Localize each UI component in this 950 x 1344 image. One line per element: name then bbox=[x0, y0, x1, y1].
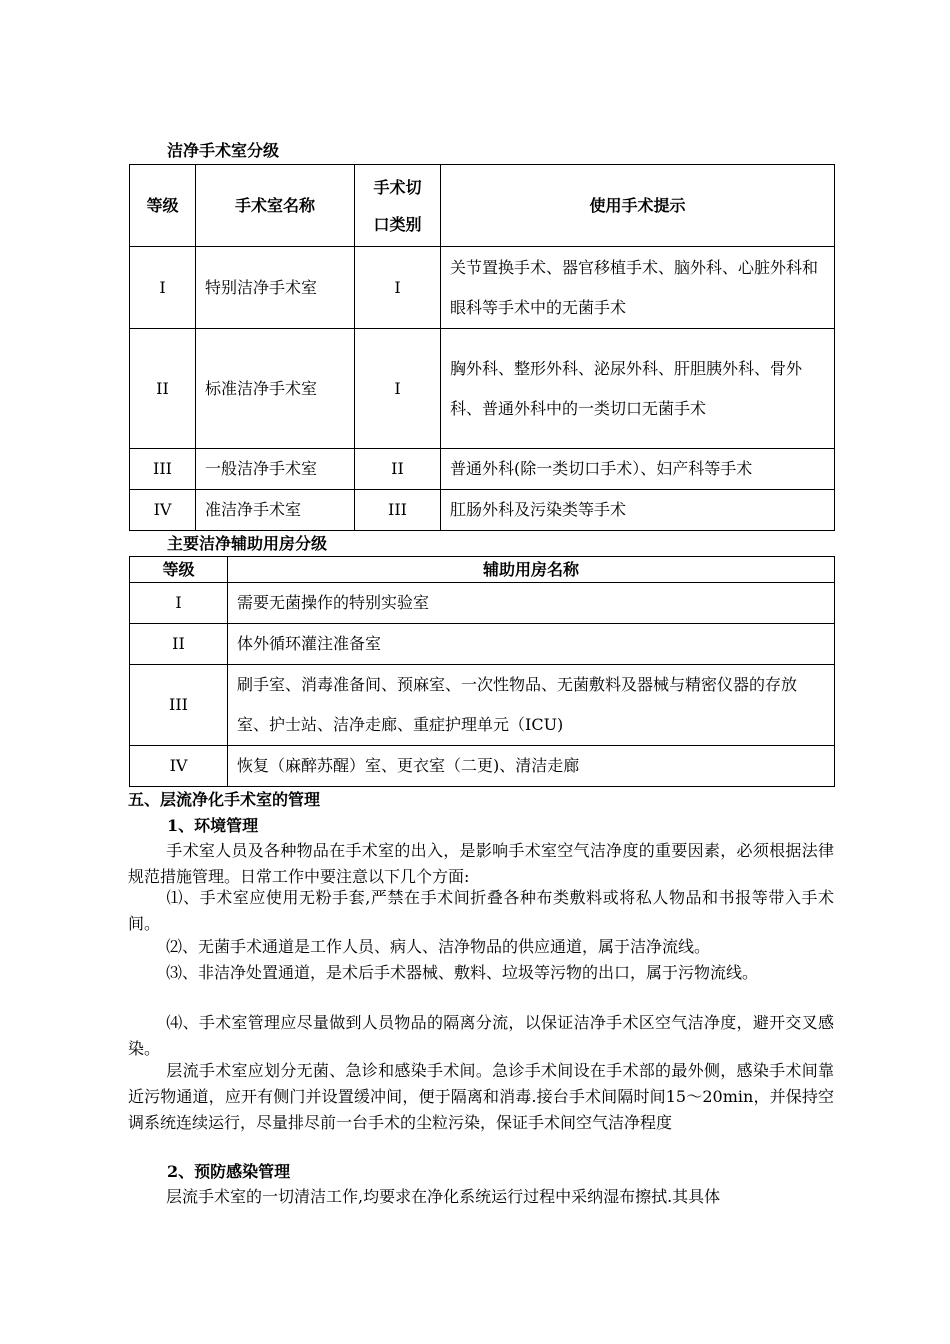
operating-room-grade-table bbox=[129, 164, 835, 531]
paragraph: 层流手术室的一切清洁工作,均要求在净化系统运行过程中采纳湿布擦拭.其具体 bbox=[166, 1187, 721, 1206]
table-row bbox=[130, 247, 835, 329]
cell-level: I bbox=[130, 583, 228, 624]
table-row bbox=[130, 624, 835, 665]
table-row bbox=[130, 583, 835, 624]
header-incision: 手术切口类别 bbox=[355, 165, 441, 247]
table-row bbox=[130, 746, 835, 787]
cell-level: I bbox=[130, 247, 196, 329]
cell-level: IV bbox=[130, 746, 228, 787]
cell-level: II bbox=[130, 624, 228, 665]
table-row bbox=[130, 490, 835, 531]
paragraph: ⑵、无菌手术通道是工作人员、病人、洁净物品的供应通道，属于洁净流线。 bbox=[166, 937, 711, 956]
paragraph: ⑷、手术室管理应尽量做到人员物品的隔离分流，以保证洁净手术区空气洁净度，避开交叉感染。 bbox=[128, 1013, 834, 1058]
paragraph: ⑴、手术室应使用无粉手套,严禁在手术间折叠各种布类敷料或将私人物品和书报等带入手术间。 bbox=[128, 888, 834, 933]
header-aux-room-name: 辅助用房名称 bbox=[228, 557, 835, 583]
paragraph: 手术室人员及各种物品在手术室的出入，是影响手术室空气洁净度的重要因素，必须根据法律规范措施管理。日常工作中要注意以下几个方面: bbox=[128, 841, 834, 886]
table-row bbox=[130, 449, 835, 490]
header-level: 等级 bbox=[130, 165, 196, 247]
header-level: 等级 bbox=[130, 557, 228, 583]
section-title: 五、层流净化手术室的管理 bbox=[128, 790, 321, 809]
cell-name: 标准洁净手术室 bbox=[196, 329, 355, 449]
cell-name: 需要无菌操作的特别实验室 bbox=[228, 583, 835, 624]
cell-hint: 普通外科(除一类切口手术）、妇产科等手术 bbox=[441, 449, 835, 490]
header-hint: 使用手术提示 bbox=[441, 165, 835, 247]
cell-name: 刷手室、消毒准备间、预麻室、一次性物品、无菌敷料及器械与精密仪器的存放室、护士站、洁净走廊、重症护理单元（ICU) bbox=[228, 665, 835, 746]
cell-hint: 胸外科、整形外科、泌尿外科、肝胆胰外科、骨外科、普通外科中的一类切口无菌手术 bbox=[441, 329, 835, 449]
cell-name: 恢复（麻醉苏醒）室、更衣室（二更)、清洁走廊 bbox=[228, 746, 835, 787]
table-header-row bbox=[130, 557, 835, 583]
cell-incision: I bbox=[355, 247, 441, 329]
cell-incision: I bbox=[355, 329, 441, 449]
cell-name: 准洁净手术室 bbox=[196, 490, 355, 531]
cell-level: III bbox=[130, 665, 228, 746]
cell-incision: II bbox=[355, 449, 441, 490]
cell-hint: 关节置换手术、器官移植手术、脑外科、心脏外科和眼科等手术中的无菌手术 bbox=[441, 247, 835, 329]
cell-level: III bbox=[130, 449, 196, 490]
table1-caption: 洁净手术室分级 bbox=[167, 141, 280, 160]
cell-level: IV bbox=[130, 490, 196, 531]
table-row bbox=[130, 665, 835, 746]
auxiliary-room-grade-table bbox=[129, 556, 835, 787]
table-row bbox=[130, 329, 835, 449]
paragraph: 层流手术室应划分无菌、急诊和感染手术间。急诊手术间设在手术部的最外侧，感染手术间靠近污物通道，应开有侧门并设置缓冲间，便于隔离和消毒.接台手术间隔时间15～20min，并保持空调系统连续运行，尽量排尽前一台手术的尘粒污染，保证手术间空气洁净程度 bbox=[128, 1061, 834, 1132]
table-header-row bbox=[130, 165, 835, 247]
header-room-name: 手术室名称 bbox=[196, 165, 355, 247]
cell-level: II bbox=[130, 329, 196, 449]
paragraph: ⑶、非洁净处置通道，是术后手术器械、敷料、垃圾等污物的出口，属于污物流线。 bbox=[166, 963, 759, 982]
cell-name: 体外循环灌注准备室 bbox=[228, 624, 835, 665]
cell-name: 一般洁净手术室 bbox=[196, 449, 355, 490]
cell-name: 特别洁净手术室 bbox=[196, 247, 355, 329]
table2-caption: 主要洁净辅助用房分级 bbox=[167, 534, 328, 553]
subsection-environment: 1、环境管理 bbox=[167, 816, 259, 835]
cell-hint: 肛肠外科及污染类等手术 bbox=[441, 490, 835, 531]
subsection-infection: 2、预防感染管理 bbox=[167, 1162, 291, 1181]
cell-incision: III bbox=[355, 490, 441, 531]
